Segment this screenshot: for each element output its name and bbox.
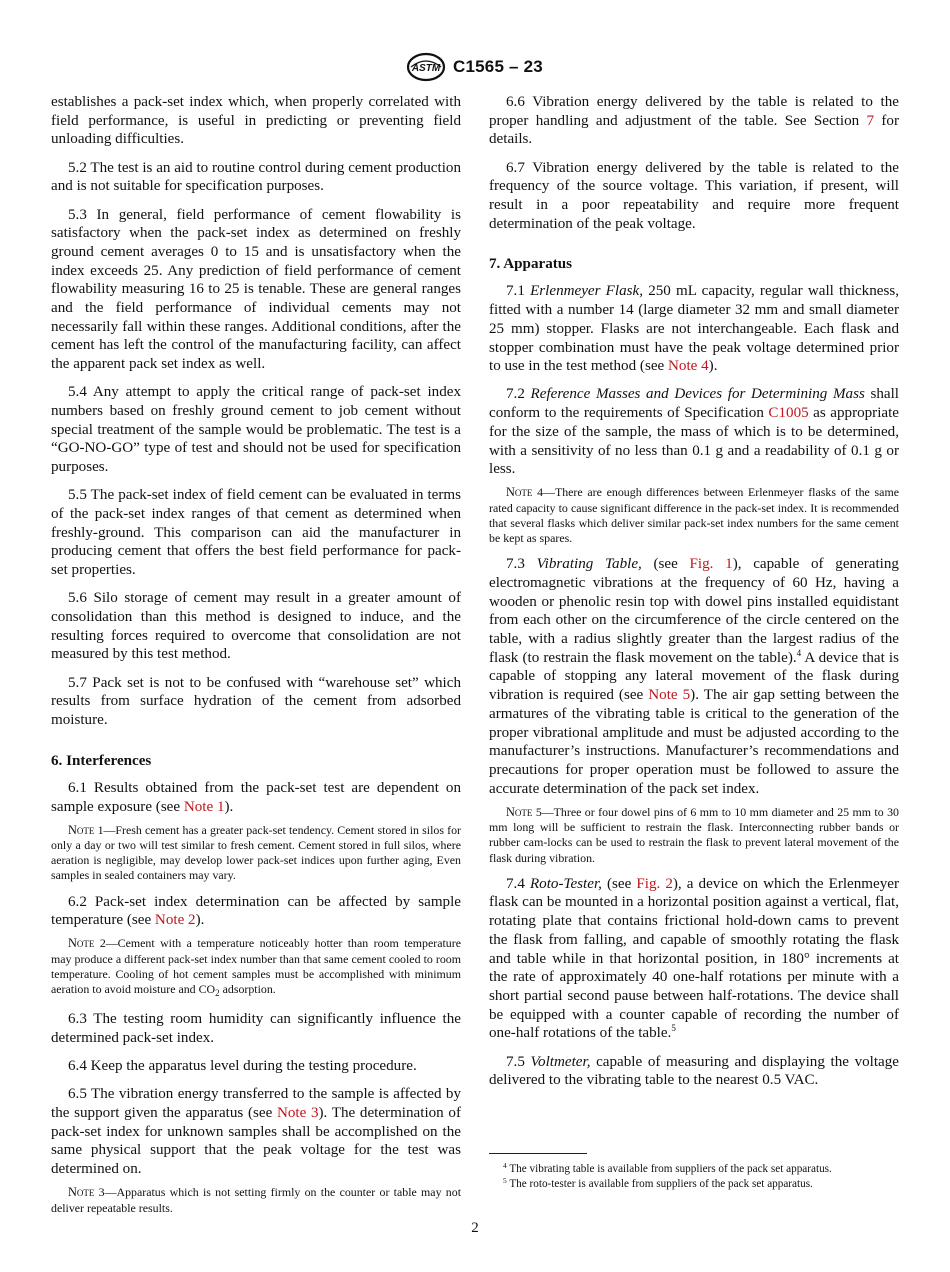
note-4-link[interactable]: Note 4 (668, 358, 709, 375)
section-heading-apparatus: 7. Apparatus (489, 256, 573, 273)
footnote-5-marker: 5 (671, 1023, 676, 1034)
paragraph-6-1: 6.1 Results obtained from the pack-set test are dependent on sample exposure (see Note 1). (51, 779, 461, 815)
paragraph-5-5: 5.5 The pack-set index of field cement can be evaluated in terms of the pack-set index ranges of that cement as determined when freshly-ground. This comparison can aid the manufacturer in producing cement that offers the best field performance for pack-set properties. (51, 487, 461, 579)
page-number: 2 (471, 1220, 479, 1236)
note-3-link[interactable]: Note 3 (276, 1105, 319, 1122)
paragraph-6-5: 6.5 The vibration energy transferred to the sample is affected by the support given the apparatus (see Note 3). The determination of pack-set index for unknown samples shall be accomplished on the same physical support that the peak voltage for the test was determined on. (51, 1086, 461, 1178)
paragraph-5-6: 5.6 Silo storage of cement may result in a greater amount of consolidation than this method is designed to induce, and the resulting forces required to overcome that consolidation are not measured by this test method. (51, 590, 461, 663)
document-designation: C1565 – 23 (453, 57, 543, 76)
paragraph-6-7: 6.7 Vibration energy delivered by the table is related to the frequency of the source voltage. This variation, if present, will result in a poor repeatability and require more frequent determination of the peak voltage. (489, 159, 899, 232)
note-2: Note 2—Cement with a temperature noticeably hotter than room temperature may produce a different pack-set index number than that same cement cooled to room temperature. Cooling of hot cement samples must be accomplished with minimum aeration to avoid moisture and $CO_2$ adsorption. (51, 936, 461, 999)
note-3: Note 3—Apparatus which is not setting firmly on the counter or table may not deliver repeatable results. (51, 1185, 461, 1215)
note-1: Note 1—Fresh cement has a greater pack-set tendency. Cement stored in silos for only a day or two will test similar to fresh cement. Cement stored in full silos, where aeration is negligible, may develop lower pack-set indices upon further aging, Even samples in sealed containers may vary. (51, 822, 461, 883)
logo-text: ASTM (411, 63, 441, 74)
left-column (51, 93, 461, 1225)
right-column (489, 93, 899, 1099)
paragraph-5-1-continued: establishes a pack-set index which, when properly correlated with field performance, is useful in predicting or preventing field unloading difficulties. (51, 94, 461, 148)
paragraph-7-5: 7.5 Voltmeter, capable of measuring and displaying the voltage delivered to the vibrating table to the nearest 0.5 VAC. (489, 1053, 900, 1089)
note-1-link[interactable]: Note 1 (183, 798, 225, 815)
page-header (0, 52, 950, 86)
c1005-link[interactable]: C1005 (768, 405, 809, 422)
footnote-divider (489, 1153, 587, 1154)
paragraph-5-2: 5.2 The test is an aid to routine control during cement production and is not suitable for specification purposes. (51, 159, 461, 195)
fig-2-link[interactable]: Fig. 2 (636, 875, 673, 892)
section-7-link[interactable]: 7 (866, 112, 875, 129)
paragraph-6-4: 6.4 Keep the apparatus level during the testing procedure. (68, 1058, 417, 1075)
paragraph-7-4: 7.4 Roto-Tester, (see Fig. 2), a device on which the Erlenmeyer flask can be mounted in a horizontal position against a vertical, flat, rotating plate that contains frictional hold-down cams to prevent the flask from falling, and capable of smoothly rotating the flask and table while in that horizontal position, in 180° increments at the rate of approximately 40 one-half rotations per minute with a short partial second pause between half-rotations. The device shall be equipped with a counter capable of recording the number of one-half rotations of the table.$^5$ (489, 875, 899, 1042)
footnote-4: $^4$ The vibrating table is available from suppliers of the pack set apparatus. (503, 1161, 832, 1175)
paragraph-5-3: 5.3 In general, field performance of cement flowability is satisfactory when the pack-set index as determined on freshly ground cement averages 0 to 15 and is unsatisfactory when the index exceeds 25. Any prediction of field performance of cement flowability measuring 16 to 25 is tenable. These are general ranges and the field performance of individual cements may not necessarily fall within these ranges. Additional conditions, after the cement has left the control of the manufacturing facility, can affect the apparent pack set index as well. (51, 206, 461, 373)
paragraph-7-1: 7.1 Erlenmeyer Flask, 250 mL capacity, regular wall thickness, fitted with a number 14 (large diameter 32 mm and small diameter 25 mm) stopper. Flasks are not interchangeable. Each flask and stopper combination must have the peak voltage determined prior to use in the test method (see Note 4). (489, 283, 899, 375)
paragraph-6-3: 6.3 The testing room humidity can significantly influence the determined pack-set index. (51, 1011, 461, 1046)
section-heading-interferences: 6. Interferences (51, 752, 152, 769)
fig-1-link[interactable]: Fig. 1 (689, 556, 733, 573)
footnote-5: $^5$ The roto-tester is available from suppliers of the pack set apparatus. (503, 1176, 813, 1190)
paragraph-6-6: 6.6 Vibration energy delivered by the table is related to the proper handling and adjustment of the table. See Section 7 for details. (489, 94, 900, 148)
footnotes (489, 1162, 899, 1192)
astm-logo-icon (406, 52, 446, 82)
footnote-4-marker: 4 (796, 647, 802, 658)
paragraph-5-7: 5.7 Pack set is not to be confused with “warehouse set” which results from surface hydration of the cement from adsorbed moisture. (51, 674, 461, 729)
paragraph-5-4: 5.4 Any attempt to apply the critical range of pack-set index numbers based on freshly ground cement to job cement without special treatment of the sample would be problematic. The test is a “GO-NO-GO” type of test and should not be used for specification purposes. (51, 384, 461, 476)
note-2-link[interactable]: Note 2 (154, 912, 196, 929)
note-5: Note 5—Three or four dowel pins of 6 mm to 10 mm diameter and 25 mm to 30 mm long will be sufficient to restrain the flask. Interconnecting rubber bands or rubber cam-locks can be used to restrain the flask to prevent lateral movement of the flask during vibration. (489, 804, 899, 865)
paragraph-6-2: 6.2 Pack-set index determination can be affected by sample temperature (see Note 2). (51, 893, 461, 929)
paragraph-7-3: 7.3 Vibrating Table, (see Fig. 1), capable of generating electromagnetic vibrations at the frequency of 60 Hz, having a wooden or phenolic resin top with dowel pins installed equidistant from each other on the circumference of the circle centered on the table, with a radius slightly greater than the largest radius of the flask (to restrain the flask movement on the table).$^4$ A device that is capable of stopping any lateral movement of the flask during vibration is required (see Note 5). The air gap setting between the armatures of the vibrating table is critical to the generation of the proper vibrational amplitude and must be adjusted according to the manufacturer’s instructions. Manufacturer’s recommendations and precautions for proper operation must be followed to assure the accurate determination of the pack set index. (489, 556, 899, 797)
note-5-link[interactable]: Note 5 (648, 687, 691, 704)
paragraph-7-2: 7.2 Reference Masses and Devices for Determining Mass shall conform to the requirements of Specification C1005 as appropriate for the size of the sample, the mass of which is to be determined, with a sensitivity of no less than 0.1 g and a readability of 0.1 g or less. (489, 386, 900, 478)
note-4: Note 4—There are enough differences between Erlenmeyer flasks of the same rated capacity to cause significant difference in the pack-set index. It is recommended that several flasks which deliver similar pack-set index numbers for the same cement be kept as spares. (489, 485, 899, 546)
